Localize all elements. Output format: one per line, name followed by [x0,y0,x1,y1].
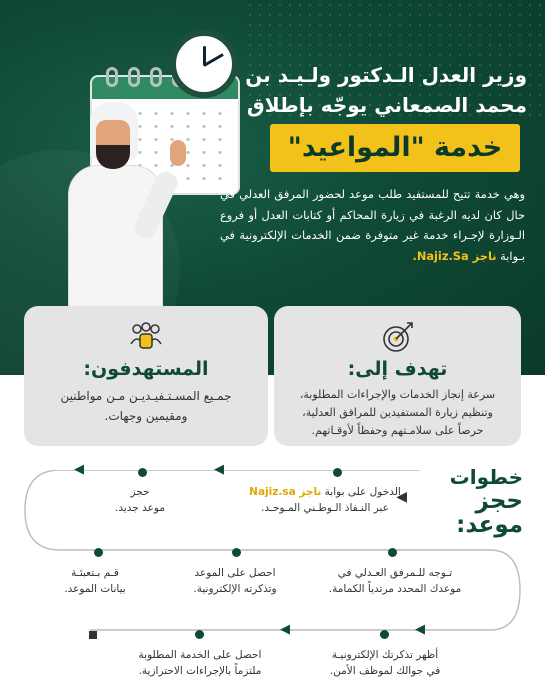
step-dot [333,468,342,477]
step-dot [195,630,204,639]
beneficiaries-text: جمـيع المسـتـفيـديـن مـن مواطنين ومقيمين وجهات. [60,389,232,423]
title-line-2: محمد الصمعاني يوجّه بإطلاق [246,93,527,117]
service-banner: خدمة "المواعيد" [270,124,520,172]
step-1-text: الدخول على بوابة [324,486,401,498]
title-line-1: وزير العدل الـدكتور ولـيـد بن [245,63,527,87]
target-icon [381,320,415,354]
step-5-text: تـوجه للـمرفق العـدلي في [337,567,453,579]
step-2-text2: موعد جديد. [115,502,165,514]
arrow-left-icon: ◀ [415,622,425,637]
steps-title-line-2: حجز موعد: [456,488,523,538]
goal-text: سرعة إنجاز الخدمات والإجراءات المطلوبة، وتنظيم زيارة المستفيدين للمرافق العدلية، حرصاً على سلامـتهم وحفظاً لأوقـاتهم. [299,388,496,437]
people-icon [129,320,163,354]
step-4 [170,565,300,597]
step-3-text: قـم بـتعبئـة [71,567,119,579]
step-7 [115,647,285,679]
page-title [227,60,527,120]
intro-text: وهي خدمة تتيح للمستفيد طلب موعد لحضور المرفق العدلي في حال كان لديه الرغبة في زيارة المحاكم أو كتابات العدل أو فروع الـوزارة لإجـراء خدمة غير متوفرة ضمن الخدمات الإلكترونية في بـوابة [220,187,525,263]
step-7-text2: ملتزماً بالإجراءات الاحترازية. [138,665,262,677]
najiz-highlight: ناجز Najiz.Sa. [412,248,497,263]
step-dot [380,630,389,639]
beneficiaries-title: المستهدفون: [83,358,209,380]
step-dot [232,548,241,557]
step-7-text: احصل على الخدمة المطلوبة [138,649,262,661]
steps-title-line-1: خطوات [449,465,523,489]
step-1-text2: عبر النـفاذ الـوطـني المـوحـد. [261,502,389,514]
step-6-text2: في جوالك لموظف الأمن. [329,665,441,677]
step-6-text: أظهر تذكرتك الإلكترونيـة [331,649,439,661]
arrow-left-icon: ◀ [214,462,224,477]
arrow-left-icon: ◀ [74,462,84,477]
step-3-text2: بيانات الموعد. [64,583,126,595]
pointer-arrow-icon: ◀ [396,489,407,505]
step-dot [388,548,397,557]
step-2-text: حجز [130,486,150,498]
step-2 [90,484,190,516]
beneficiaries-card [24,306,268,446]
step-4-text: احصل على الموعد [194,567,276,579]
step-1-highlight: ناجز Najiz.sa [249,486,322,498]
step-1 [245,484,405,516]
step-5 [310,565,480,597]
arrow-left-icon: ◀ [280,622,290,637]
step-5-text2: موعدك المحدد مرتدياً الكمامة. [328,583,462,595]
step-4-text2: وتذكرته الإلكترونية. [193,583,277,595]
goal-card [274,306,521,446]
goal-title: تهدف إلى: [347,358,448,380]
step-6 [310,647,460,679]
step-dot [94,548,103,557]
path-end-marker [89,631,97,639]
intro-paragraph [220,184,525,266]
step-dot [138,468,147,477]
step-3 [40,565,150,597]
